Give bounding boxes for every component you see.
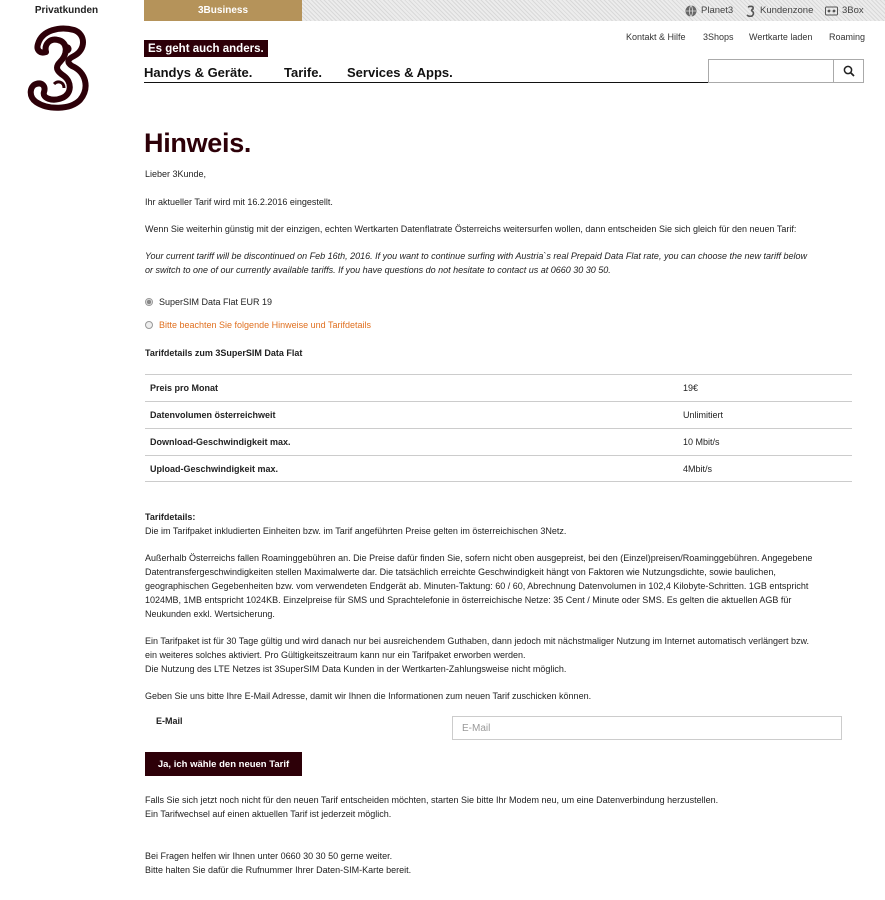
footer-text-2: Ein Tarifwechsel auf einen aktuellen Tarif ist jederzeit möglich. [145, 809, 392, 819]
row-value: 10 Mbit/s [683, 437, 720, 447]
row-label: Download-Geschwindigkeit max. [150, 437, 291, 447]
footer-text-3: Bei Fragen helfen wir Ihnen unter 0660 30 30 50 gerne weiter. [145, 851, 393, 861]
table-row [145, 401, 852, 428]
offer-text: Wenn Sie weiterhin günstig mit der einzigen, echten Wertkarten Datenflatrate Österreichs weitersurfen wollen, dann entscheiden Sie sich gleich für den neuen Tarif: [145, 224, 797, 234]
row-label: Datenvolumen österreichweit [150, 410, 276, 420]
tariff-option-label: SuperSIM Data Flat EUR 19 [159, 297, 273, 307]
intro-text: Ihr aktueller Tarif wird mit 16.2.2016 eingestellt. [145, 197, 333, 207]
radio-selected[interactable] [145, 298, 153, 306]
details-text-2-line: geographischen Gegebenheiten bzw. vom verwendeten Endgerät ab. Minuten-Taktung: 60 / 60, Abrechnung Datenvolumen in 102,4 Kilobyte-Schritten. 1GB entspricht [145, 581, 809, 591]
email-prompt: Geben Sie uns bitte Ihre E-Mail Adresse, damit wir Ihnen die Informationen zum neuen Tarif zuschicken können. [145, 691, 592, 701]
details-text-3-line: Ein Tarifpaket ist für 30 Tage gültig und wird danach nur bei ausreichendem Guthaben, dann jedoch mit nächstmaliger Nutzung im Internet automatisch verlängert bzw. [145, 636, 810, 646]
kundenzone-link[interactable] [746, 3, 813, 18]
english-text-line-2: or switch to one of our currently available tariffs. If you have questions do not hesitate to contact us at 0660 30 30 50. [145, 265, 611, 275]
choose-tariff-button[interactable]: Ja, ich wähle den neuen Tarif [145, 752, 302, 776]
details-text-3-line: Die Nutzung des LTE Netzes ist 3SuperSIM Data Kunden in der Wertkarten-Zahlungsweise nicht möglich. [145, 664, 567, 674]
row-value: Unlimitiert [683, 410, 724, 420]
details-text-2-line: Außerhalb Österreichs fallen Roaminggebühren an. Die Preise dafür finden Sie, sofern nicht oben ausgepreist, bei den (Einzel)preisen/Roaminggebühren. Angegebene [145, 553, 813, 563]
nav-services[interactable]: Services & Apps. [347, 65, 453, 80]
details-text-1: Die im Tarifpaket inkludierten Einheiten bzw. im Tarif angeführten Preise gelten im österreichischen 3Netz. [145, 526, 567, 536]
details-heading: Tarifdetails: [145, 512, 196, 522]
search-button[interactable] [833, 59, 864, 83]
email-field[interactable] [452, 716, 842, 740]
util-link-3shops[interactable]: 3Shops [703, 32, 734, 42]
globe-icon [685, 5, 697, 17]
planet3-link[interactable] [685, 3, 733, 18]
search-input[interactable] [708, 59, 834, 83]
tab-privatkunden[interactable]: Privatkunden [0, 0, 133, 21]
details-text-2-line: 1024MB, 1MB entspricht 1024KB. Einzelpreise für SMS und Sprachtelefonie in österreichische Netze: 35 Cent / Minute oder SMS. Es gelten die aktuellen AGB für [145, 595, 792, 605]
util-link-wertkarte[interactable]: Wertkarte laden [749, 32, 813, 42]
util-link-roaming[interactable]: Roaming [829, 32, 866, 42]
footer-text-1: Falls Sie sich jetzt noch nicht für den neuen Tarif entscheiden möchten, starten Sie bitte Ihr Modem neu, um eine Datenverbindung herzustellen. [145, 795, 719, 805]
row-label: Preis pro Monat [150, 383, 219, 393]
details-text-2-line: Datentransfergeschwindigkeiten stellen Maximalwerte dar. Die tatsächlich erreichte Geschwindigkeit hängt von Faktoren wie Nutzungsdichte, sowie baulichen, [145, 567, 776, 577]
row-label: Upload-Geschwindigkeit max. [150, 463, 279, 474]
util-link-kontakt[interactable]: Kontakt & Hilfe [626, 32, 686, 42]
english-text-line-1: Your current tariff will be discontinued on Feb 16th, 2016. If you want to continue surfing with Austria`s real Prepaid Data Flat rate, you can choose the new tariff below [145, 251, 808, 261]
nav-tarife[interactable]: Tarife. [284, 65, 323, 80]
three-icon [746, 5, 756, 17]
three-logo[interactable] [24, 24, 96, 112]
table-row [145, 428, 852, 455]
table-title: Tarifdetails zum 3SuperSIM Data Flat [145, 348, 303, 358]
notice-row[interactable] [145, 318, 371, 332]
email-label: E-Mail [156, 716, 183, 726]
planet3-label: Planet3 [701, 5, 734, 16]
table-row [145, 455, 852, 482]
row-value: 4Mbit/s [683, 463, 713, 474]
3box-link[interactable] [825, 3, 864, 18]
details-text-2-line: Neukunden exkl. Wertsicherung. [145, 609, 275, 619]
nav-handys[interactable]: Handys & Geräte. [144, 65, 253, 80]
greeting-text: Lieber 3Kunde, [145, 169, 207, 179]
footer-text-4: Bitte halten Sie dafür die Rufnummer Ihrer Daten-SIM-Karte bereit. [145, 865, 412, 875]
3box-label: 3Box [842, 5, 864, 16]
notice-link[interactable]: Bitte beachten Sie folgende Hinweise und Tarifdetails [159, 320, 371, 330]
page-title: Hinweis. [144, 128, 252, 158]
slogan-badge: Es geht auch anders. [144, 40, 268, 57]
tariff-option[interactable] [145, 295, 272, 309]
info-icon [145, 321, 153, 329]
table-row [145, 374, 852, 401]
box-icon [825, 5, 838, 17]
details-text-3-line: ein weiteres solches aktiviert. Pro Gültigkeitszeitraum kann nur ein Tarifpaket erworben werden. [145, 650, 526, 660]
row-value: 19€ [683, 383, 699, 393]
kundenzone-label: Kundenzone [760, 5, 814, 16]
tab-3business[interactable]: 3Business [144, 0, 302, 21]
search-icon [843, 65, 855, 77]
tariff-details-table [145, 374, 852, 482]
